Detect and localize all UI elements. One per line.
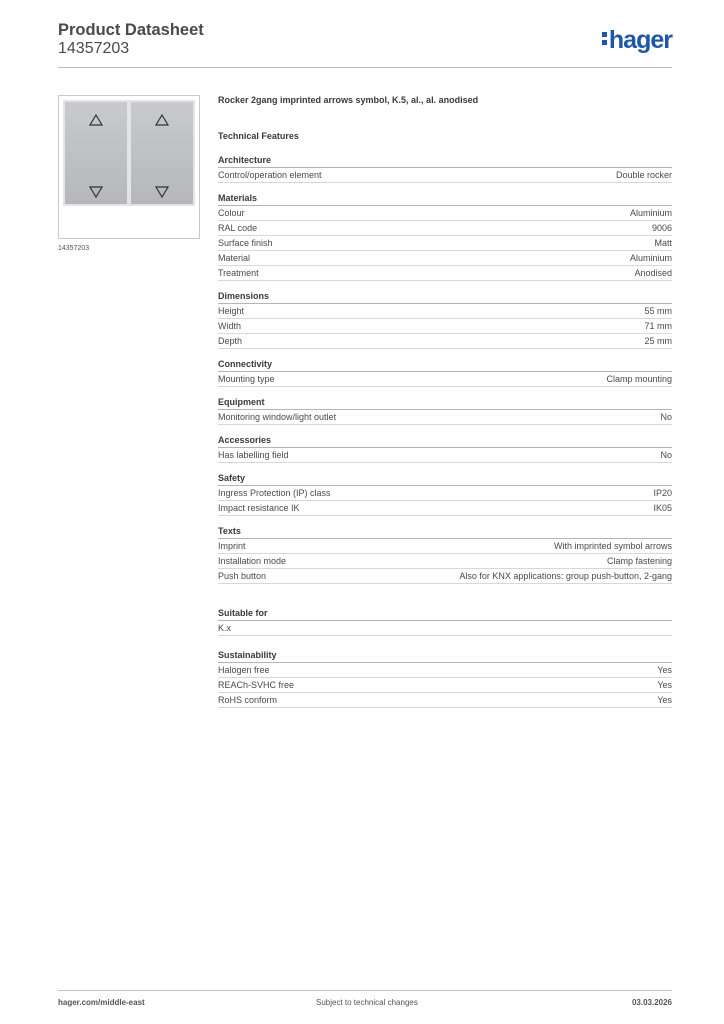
- spec-value: 71 mm: [644, 321, 672, 331]
- spec-value: 25 mm: [644, 336, 672, 346]
- spec-label: Depth: [218, 336, 243, 346]
- spec-row: [218, 236, 672, 251]
- section-heading: Suitable for: [218, 608, 672, 621]
- spec-value: Matt: [654, 238, 672, 248]
- section-heading: Texts: [218, 526, 672, 539]
- spec-label: Colour: [218, 208, 245, 218]
- feature-sections: [218, 155, 672, 584]
- spec-label: RoHS conform: [218, 695, 278, 705]
- section-materials: [218, 193, 672, 281]
- spec-row: [218, 448, 672, 463]
- spec-label: Mounting type: [218, 374, 275, 384]
- section-safety: [218, 473, 672, 516]
- spec-label: Treatment: [218, 268, 259, 278]
- spec-value: Yes: [657, 665, 672, 675]
- spec-value: IK05: [653, 503, 672, 513]
- spec-label: Has labelling field: [218, 450, 289, 460]
- spec-value: Clamp mounting: [606, 374, 672, 384]
- spec-value: Anodised: [634, 268, 672, 278]
- page-title: Product Datasheet: [58, 21, 204, 39]
- footer-divider: [58, 990, 672, 991]
- arrow-up-icon: [89, 114, 103, 126]
- spec-row: [218, 168, 672, 183]
- product-image: [63, 100, 195, 206]
- spec-label: Halogen free: [218, 665, 270, 675]
- hager-logo: [602, 26, 672, 55]
- spec-row: [218, 304, 672, 319]
- spec-label: Imprint: [218, 541, 246, 551]
- section-heading: Equipment: [218, 397, 672, 410]
- spec-value: No: [660, 412, 672, 422]
- arrow-up-icon: [155, 114, 169, 126]
- section-texts: [218, 526, 672, 584]
- section-accessories: [218, 435, 672, 463]
- section-heading: Materials: [218, 193, 672, 206]
- spec-value: Also for KNX applications: group push-button, 2-gang: [459, 571, 672, 581]
- spec-value: 55 mm: [644, 306, 672, 316]
- spec-row: [218, 539, 672, 554]
- product-number: 14357203: [58, 40, 130, 57]
- section-heading: Architecture: [218, 155, 672, 168]
- spec-row: [218, 410, 672, 425]
- footer-website-link[interactable]: hager.com/middle-east: [58, 998, 145, 1007]
- arrow-down-icon: [89, 186, 103, 198]
- spec-label: Width: [218, 321, 242, 331]
- suitable-for-section: [218, 608, 672, 636]
- spec-row: [218, 266, 672, 281]
- spec-label: Installation mode: [218, 556, 287, 566]
- section-heading: Sustainability: [218, 650, 672, 663]
- spec-label: Height: [218, 306, 245, 316]
- spec-value: No: [660, 450, 672, 460]
- spec-value: Yes: [657, 695, 672, 705]
- spec-row: [218, 319, 672, 334]
- spec-row: [218, 251, 672, 266]
- spec-value: IP20: [653, 488, 672, 498]
- spec-label: REACh-SVHC free: [218, 680, 295, 690]
- spec-row: [218, 334, 672, 349]
- spec-row: [218, 501, 672, 516]
- spec-row: [218, 486, 672, 501]
- technical-features-heading: Technical Features: [218, 131, 299, 141]
- document-header: [58, 20, 204, 58]
- header-divider: [58, 67, 672, 68]
- left-rocker: [65, 102, 127, 204]
- footer-date: 03.03.2026: [631, 998, 672, 1007]
- section-heading: Safety: [218, 473, 672, 486]
- section-heading: Dimensions: [218, 291, 672, 304]
- spec-row: [218, 569, 672, 584]
- spec-row: [218, 678, 672, 693]
- spec-label: Ingress Protection (IP) class: [218, 488, 331, 498]
- spec-row: [218, 663, 672, 678]
- spec-label: Control/operation element: [218, 170, 322, 180]
- section-dimensions: [218, 291, 672, 349]
- spec-value: Yes: [657, 680, 672, 690]
- product-name: Rocker 2gang imprinted arrows symbol, K.5, al., al. anodised: [218, 95, 479, 105]
- logo-dots-icon: [602, 30, 607, 46]
- arrow-down-icon: [155, 186, 169, 198]
- spec-row: [218, 621, 672, 636]
- footer-notice: Subject to technical changes: [316, 998, 418, 1007]
- datasheet-content: [218, 95, 672, 708]
- spec-label: Monitoring window/light outlet: [218, 412, 337, 422]
- spec-label: Impact resistance IK: [218, 503, 300, 513]
- spec-row: [218, 372, 672, 387]
- section-architecture: [218, 155, 672, 183]
- section-equipment: [218, 397, 672, 425]
- spec-value: With imprinted symbol arrows: [553, 541, 672, 551]
- spec-value: Double rocker: [615, 170, 672, 180]
- spec-label: Material: [218, 253, 251, 263]
- spec-label: Push button: [218, 571, 267, 581]
- spec-row: [218, 554, 672, 569]
- product-image-code: 14357203: [58, 245, 90, 252]
- section-heading: Connectivity: [218, 359, 672, 372]
- sustainability-section: [218, 650, 672, 708]
- spec-label: RAL code: [218, 223, 258, 233]
- section-connectivity: [218, 359, 672, 387]
- section-heading: Accessories: [218, 435, 672, 448]
- spec-value: Aluminium: [629, 253, 672, 263]
- spec-value: Clamp fastening: [606, 556, 672, 566]
- right-rocker: [131, 102, 193, 204]
- spec-row: [218, 693, 672, 708]
- logo-text: hager: [608, 26, 672, 54]
- spec-value: 9006: [651, 223, 672, 233]
- spec-label: K.x: [218, 623, 232, 633]
- spec-label: Surface finish: [218, 238, 273, 248]
- product-image-frame: [58, 95, 200, 239]
- spec-row: [218, 221, 672, 236]
- spec-value: Aluminium: [629, 208, 672, 218]
- spec-row: [218, 206, 672, 221]
